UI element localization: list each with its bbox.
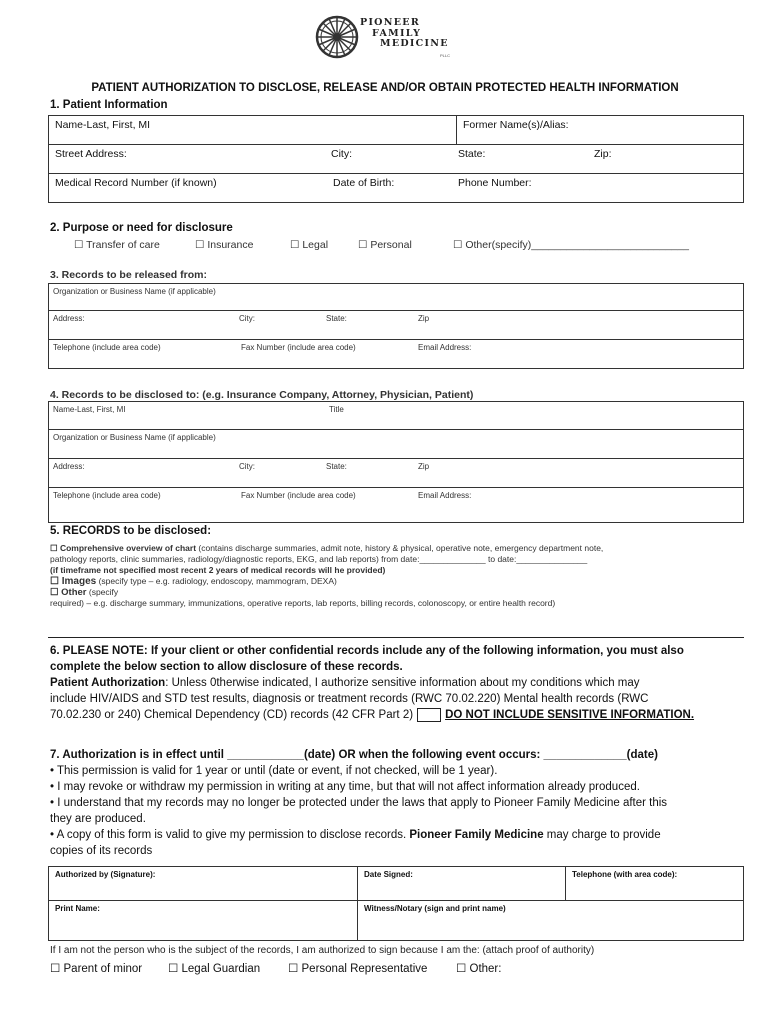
other-text-line2: required) – e.g. discharge summary, immunizations, operative reports, lab reports, billing records, colonoscopy, or entire health record) [50,598,556,608]
to-city-label: City: [239,462,255,471]
purpose-other-checkbox[interactable]: ☐ Other(specify)___________________________ [453,239,689,251]
logo-sub: PLLC [440,53,451,58]
telephone-field[interactable] [566,867,744,901]
section-6-line-5: 70.02.230 or 240) Chemical Dependency (CD) records (42 CFR Part 2) [50,709,414,721]
logo-line-2: FAMILY [372,27,422,39]
section-6-line-1: 6. PLEASE NOTE: If your client or other confidential records include any of the following information, you must also [50,645,684,657]
comprehensive-date-range[interactable]: pathology reports, clinic summaries, radiology/diagnostic reports, EKG, and lab reports) from date:______________ to date:_______________ [50,554,588,564]
from-city-label: City: [239,314,255,323]
authority-other-checkbox[interactable]: ☐ Other: [456,963,502,975]
authority-guardian-checkbox[interactable]: ☐ Legal Guardian [168,963,261,975]
images-text: (specify type – e.g. radiology, endoscopy, mammogram, DEXA) [96,576,337,586]
from-email-label: Email Address: [418,343,472,352]
authority-note: If I am not the person who is the subject of the records, I am authorized to sign because I am the: (attach proof of authority) [50,945,595,956]
to-state-label: State: [326,462,347,471]
state-label: State: [458,148,486,160]
timeframe-note: (if timeframe not specified most recent 2 years of medical records will he provided) [50,565,386,575]
bullet-4: • A copy of this form is valid to give my permission to disclose records. [50,829,410,841]
to-org-field[interactable] [49,430,744,459]
name-field[interactable] [49,116,457,145]
signature-field[interactable] [49,867,358,901]
to-fax-label: Fax Number (include area code) [241,491,356,500]
to-address-row[interactable] [49,459,744,488]
from-org-field[interactable] [49,284,744,311]
former-name-field[interactable] [457,116,744,145]
authority-representative-checkbox[interactable]: ☐ Personal Representative [288,963,428,975]
from-fax-label: Fax Number (include area code) [241,343,356,352]
section-7-heading: 7. Authorization is in effect until ____________(date) OR when the following event occurs: _____________(date) [50,749,658,761]
bullet-3: • I understand that my records may no longer be protected under the laws that apply to Pioneer Family Medicine after this [50,797,668,809]
comprehensive-text: (contains discharge summaries, admit note, history & physical, operative note, emergency department note, [196,543,604,553]
purpose-legal-checkbox[interactable]: ☐ Legal [290,239,329,251]
purpose-insurance-checkbox[interactable]: ☐ Insurance [195,239,254,251]
phone-label: Phone Number: [458,177,532,189]
form-title: PATIENT AUTHORIZATION TO DISCLOSE, RELEASE AND/OR OBTAIN PROTECTED HEALTH INFORMATION [91,82,679,94]
other-text: (specify [86,587,119,597]
bullet-1: • This permission is valid for 1 year or until (date or event, if not checked, will be 1 year). [50,765,498,777]
divider [48,637,744,638]
witness-label: Witness/Notary (sign and print name) [364,904,506,913]
from-org-label: Organization or Business Name (if applicable) [53,287,216,296]
other-checkbox[interactable]: ☐ Other [50,587,87,598]
from-contact-row[interactable] [49,340,744,369]
to-title-label: Title [329,405,344,414]
mrn-label: Medical Record Number (if known) [55,177,217,189]
section-6-line-4: include HIV/AIDS and STD test results, diagnosis or treatment records (RWC 70.02.220) Mental health records (RWC [50,693,649,705]
witness-field[interactable] [358,901,744,941]
section-4-heading: 4. Records to be disclosed to: (e.g. Insurance Company, Attorney, Physician, Patient) [50,389,474,401]
from-tel-label: Telephone (include area code) [53,343,161,352]
signature-label: Authorized by (Signature): [55,870,156,879]
bullet-4-end: copies of its records [50,845,153,857]
authority-parent-checkbox[interactable]: ☐ Parent of minor [50,963,143,975]
section-5-heading: 5. RECORDS to be disclosed: [50,525,212,537]
to-address-label: Address: [53,462,85,471]
patient-info-table [48,115,744,203]
from-address-row[interactable] [49,311,744,340]
patient-authorization-text: : Unless 0therwise indicated, I authorize sensitive information about my conditions which may [165,677,640,689]
address-row[interactable] [49,145,744,174]
patient-authorization-label: Patient Authorization [50,677,166,689]
city-label: City: [331,148,352,160]
to-tel-label: Telephone (include area code) [53,491,161,500]
comprehensive-checkbox[interactable]: ☐ Comprehensive overview of chart [50,543,197,553]
bullet-4-bold: Pioneer Family Medicine [409,829,544,841]
from-zip-label: Zip [418,314,430,323]
section-6-line-2: complete the below section to allow disclosure of these records. [50,661,403,673]
name-label: Name-Last, First, MI [55,119,151,131]
date-signed-label: Date Signed: [364,870,413,879]
street-label: Street Address: [55,148,127,160]
signature-table [48,866,744,941]
records-block [50,543,750,609]
former-name-label: Former Name(s)/Alias: [463,119,569,131]
from-state-label: State: [326,314,347,323]
section-2-heading: 2. Purpose or need for disclosure [50,222,233,234]
bullet-4-cont: may charge to provide [543,829,661,841]
section-6-block [50,643,750,723]
to-name-label: Name-Last, First, MI [53,405,126,414]
section-7-block [50,747,750,859]
to-email-label: Email Address: [418,491,472,500]
logo-line-3: MEDICINE [380,38,449,49]
released-from-table [48,283,744,369]
bullet-2: • I may revoke or withdraw my permission in writing at any time, but that will not affect information already produced. [50,781,640,793]
disclosed-to-table [48,401,744,523]
logo [312,12,462,62]
purpose-transfer-checkbox[interactable]: ☐ Transfer of care [74,239,160,251]
print-name-field[interactable] [49,901,358,941]
to-contact-row[interactable] [49,488,744,523]
bullet-3-cont: they are produced. [50,813,146,825]
mrn-row[interactable] [49,174,744,203]
images-checkbox[interactable]: ☐ Images [50,576,97,587]
print-name-label: Print Name: [55,904,100,913]
date-signed-field[interactable] [358,867,566,901]
purpose-personal-checkbox[interactable]: ☐ Personal [358,239,412,251]
logo-line-1: PIONEER [360,17,421,28]
dob-label: Date of Birth: [333,177,395,189]
telephone-label: Telephone (with area code): [572,870,678,879]
wagon-wheel-icon [314,14,360,60]
sensitive-info-checkbox[interactable] [417,708,441,722]
section-3-heading: 3. Records to be released from: [50,269,207,281]
to-name-row[interactable] [49,402,744,430]
to-zip-label: Zip [418,462,430,471]
do-not-include-label: DO NOT INCLUDE SENSITIVE INFORMATION. [445,709,695,721]
from-address-label: Address: [53,314,85,323]
section-1-heading: 1. Patient Information [50,99,168,111]
zip-label: Zip: [594,148,612,160]
to-org-label: Organization or Business Name (if applicable) [53,433,216,442]
